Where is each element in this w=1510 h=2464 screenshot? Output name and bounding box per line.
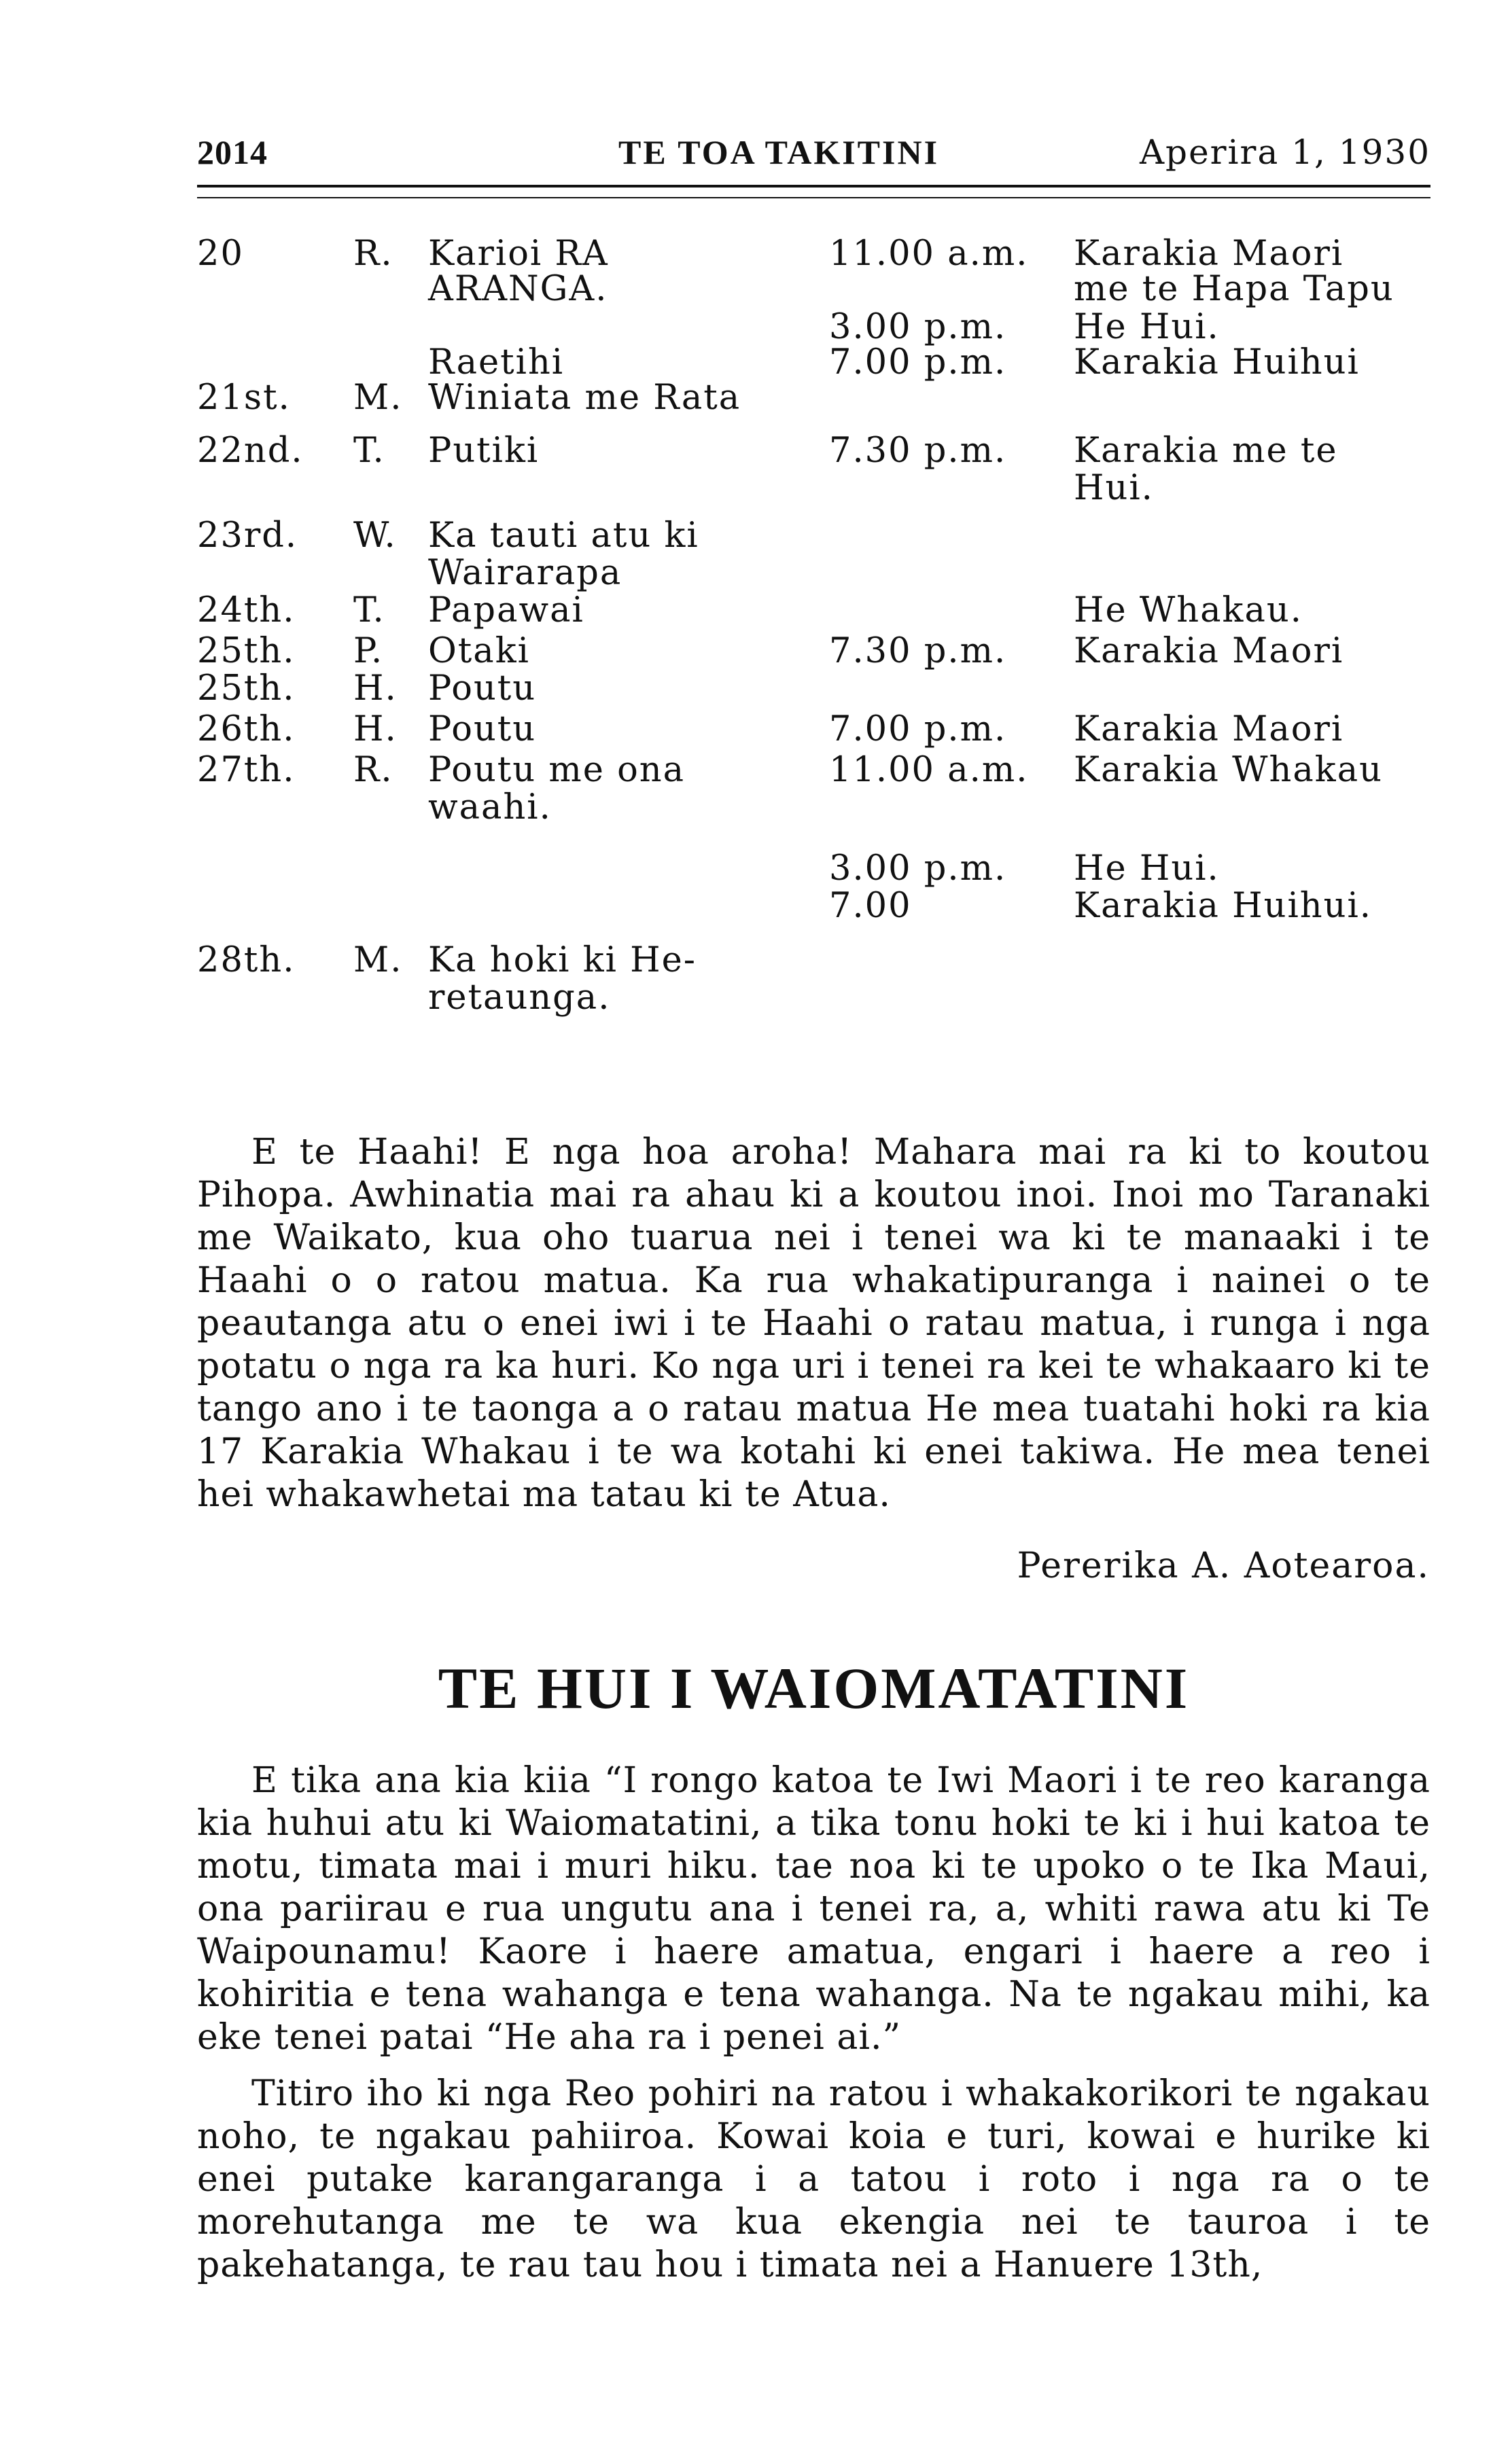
schedule-place: retaunga. — [428, 978, 611, 1018]
schedule-weekday: R. — [353, 750, 393, 790]
schedule-place: Papawai — [428, 590, 584, 630]
schedule-event: me te Hapa Tapu — [1074, 269, 1394, 309]
schedule-weekday: H. — [353, 709, 398, 749]
article-title: TE HUI I WAIOMATATINI — [438, 1656, 1190, 1721]
schedule-event: Karakia Maori — [1074, 709, 1344, 749]
schedule-place: Winiata me Rata — [428, 378, 741, 418]
schedule-day: 25th. — [197, 631, 296, 671]
schedule-time: 11.00 a.m. — [829, 234, 1029, 274]
schedule-place: Otaki — [428, 631, 530, 671]
schedule-place: Raetihi — [428, 342, 565, 382]
schedule-place: ARANGA. — [428, 269, 608, 309]
issue-date: Aperira 1, 1930 — [1139, 132, 1430, 172]
schedule-day: 27th. — [197, 750, 296, 790]
schedule-event: He Hui. — [1074, 307, 1220, 347]
schedule-time: 7.00 — [829, 886, 912, 926]
schedule-event: Karakia Whakau — [1074, 750, 1383, 790]
schedule-day: 25th. — [197, 668, 296, 709]
schedule-day: 23rd. — [197, 516, 298, 556]
schedule-time: 7.30 p.m. — [829, 431, 1007, 471]
itinerary-schedule — [197, 234, 1430, 1111]
running-header — [197, 126, 1430, 200]
schedule-event: Hui. — [1074, 468, 1154, 508]
schedule-event: Karakia Huihui. — [1074, 886, 1372, 926]
schedule-weekday: T. — [353, 590, 385, 630]
header-rule — [197, 185, 1430, 188]
schedule-day: 20 — [197, 234, 244, 274]
article-body — [197, 1760, 1430, 2287]
bishop-letter — [197, 1131, 1430, 1516]
schedule-place: Ka tauti atu ki — [428, 516, 699, 556]
schedule-weekday: H. — [353, 668, 398, 709]
schedule-day: 28th. — [197, 940, 296, 980]
schedule-time: 7.30 p.m. — [829, 631, 1007, 671]
schedule-event: Karakia Huihui — [1074, 342, 1360, 382]
schedule-event: Karakia me te — [1074, 431, 1338, 471]
header-rule-thin — [197, 197, 1430, 198]
schedule-time: 11.00 a.m. — [829, 750, 1029, 790]
schedule-place: Poutu — [428, 668, 537, 709]
schedule-time: 7.00 p.m. — [829, 342, 1007, 382]
schedule-place: Ka hoki ki He- — [428, 940, 697, 980]
page-number: 2014 — [197, 133, 268, 171]
schedule-event: He Hui. — [1074, 849, 1220, 889]
schedule-event: Karakia Maori — [1074, 631, 1344, 671]
schedule-time: 3.00 p.m. — [829, 849, 1007, 889]
schedule-weekday: M. — [353, 940, 403, 980]
article-paragraph: E tika ana kia kiia “I rongo katoa te Iwi Maori i te reo karanga kia huhui atu ki Waiomatatini, a tika tonu hoki te ki i hui katoa te motu, timata mai i muri hiku. tae noa ki te upoko o te Ika Maui, ona pariirau e rua ungutu ana i tenei ra, a, whiti rawa atu ki Te Waipounamu! Kaore i haere amatua, engari i haere a reo i kohiritia e tena wahanga e tena wahanga. Na te ngakau mihi, ka eke tenei patai “He aha ra i penei ai.” — [197, 1760, 1430, 2058]
schedule-event: He Whakau. — [1074, 590, 1303, 630]
letter-body: E te Haahi! E nga hoa aroha! Mahara mai ra ki to koutou Pihopa. Awhinatia mai ra ahau ki a koutou inoi. Inoi mo Taranaki me Waikato, kua oho tuarua nei i tenei wa ki te manaaki i te Haahi o o ratou matua. Ka rua whakatipuranga i nainei o te peautanga atu o enei iwi i te Haahi o ratau matua, i runga i nga potatu o nga ra ka huri. Ko nga uri i tenei ra kei te whakaaro ki te tango ano i te taonga a o ratau matua He mea tuatahi hoki ra kia 17 Karakia Whakau i te wa kotahi ki enei takiwa. He mea tenei hei whakawhetai ma tatau ki te Atua. — [197, 1132, 1430, 1515]
schedule-weekday: W. — [353, 516, 397, 556]
schedule-place: Poutu — [428, 709, 537, 749]
schedule-time: 7.00 p.m. — [829, 709, 1007, 749]
schedule-day: 22nd. — [197, 431, 304, 471]
schedule-place: Poutu me ona — [428, 750, 686, 790]
schedule-day: 24th. — [197, 590, 296, 630]
schedule-day: 26th. — [197, 709, 296, 749]
schedule-place: Putiki — [428, 431, 540, 471]
schedule-time: 3.00 p.m. — [829, 307, 1007, 347]
schedule-weekday: R. — [353, 234, 393, 274]
schedule-weekday: P. — [353, 631, 384, 671]
schedule-place: Karioi RA — [428, 234, 609, 274]
publication-title: TE TOA TAKITINI — [618, 133, 940, 171]
schedule-day: 21st. — [197, 378, 291, 418]
schedule-place: Wairarapa — [428, 553, 622, 593]
schedule-event: Karakia Maori — [1074, 234, 1344, 274]
schedule-place: waahi. — [428, 787, 552, 827]
schedule-weekday: T. — [353, 431, 385, 471]
schedule-weekday: M. — [353, 378, 403, 418]
signature: Pererika A. Aotearoa. — [1017, 1546, 1430, 1586]
article-paragraph: Titiro iho ki nga Reo pohiri na ratou i whakakorikori te ngakau noho, te ngakau pahiiroa. Kowai koia e turi, kowai e hurike ki enei putake karangaranga i a tatou i roto i nga ra o te morehutanga me te wa kua ekengia nei te tauroa i te pakehatanga, te rau tau hou i timata nei a Hanuere 13th, — [197, 2073, 1430, 2285]
